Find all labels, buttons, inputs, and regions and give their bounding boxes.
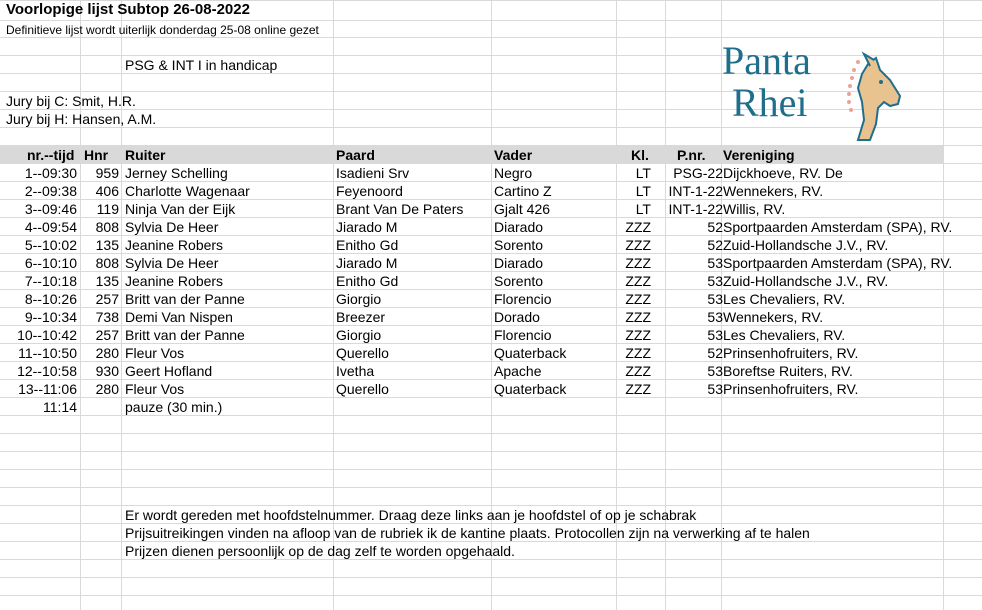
cell-nr-tijd[interactable]: 5--10:02 [24,237,77,253]
cell-ruiter[interactable]: Sylvia De Heer [125,219,219,235]
cell-klasse[interactable]: ZZZ [625,291,651,307]
cell-vereniging[interactable]: Les Chevaliers, RV. [723,327,846,343]
cell-vader[interactable]: Diarado [494,255,544,271]
cell-klasse[interactable]: LT [635,183,651,199]
column-header[interactable]: Vader [494,147,533,163]
panta-rhei-logo [718,32,904,146]
cell-paard[interactable]: Brant Van De Paters [336,201,464,217]
cell-paard[interactable]: Breezer [336,309,386,325]
cell-vader[interactable]: Apache [494,363,542,379]
cell-nr-tijd[interactable]: 8--10:26 [24,291,77,307]
sheet-title: Voorlopige lijst Subtop 26-08-2022 [6,1,250,18]
cell-klasse[interactable]: ZZZ [625,345,651,361]
cell-vader[interactable]: Dorado [494,309,540,325]
cell-vereniging[interactable]: Dijckhoeve, RV. De [723,165,843,181]
cell-nr-tijd[interactable]: 11--10:50 [18,345,77,361]
class-name: PSG & INT I in handicap [125,57,278,73]
cell-proef-nr[interactable]: 53 [707,255,723,271]
cell-proef-nr[interactable]: 52 [707,345,723,361]
cell-nr-tijd[interactable]: 10--10:42 [17,327,77,343]
cell-ruiter[interactable]: Britt van der Panne [125,327,245,343]
cell-vader[interactable]: Florencio [494,291,552,307]
cell-paard[interactable]: Jiarado M [336,255,398,271]
cell-vader[interactable]: Negro [494,165,533,181]
cell-proef-nr[interactable]: 52 [707,219,723,235]
cell-hnr[interactable]: 280 [95,345,119,361]
cell-vader[interactable]: Quaterback [494,381,567,397]
panta-rhei-logo-graphic [718,32,904,146]
cell-proef-nr[interactable]: 53 [707,273,723,289]
cell-proef-nr[interactable]: 52 [707,237,723,253]
cell-ruiter[interactable]: Ninja Van der Eijk [125,201,236,217]
jury-h: Jury bij H: Hansen, A.M. [6,111,157,127]
cell-nr-tijd[interactable]: 4--09:54 [24,219,77,235]
cell-paard[interactable]: Feyenoord [336,183,403,199]
column-header[interactable]: Hnr [84,147,109,163]
cell-vereniging[interactable]: Zuid-Hollandsche J.V., RV. [723,237,889,253]
cell-hnr[interactable]: 930 [95,363,119,379]
cell-klasse[interactable]: ZZZ [625,255,651,271]
cell-vereniging[interactable]: Willis, RV. [723,201,786,217]
column-header[interactable]: Vereniging [723,147,795,163]
cell-vader[interactable]: Diarado [494,219,544,235]
logo-line2: Rhei [732,80,808,125]
column-header[interactable]: nr.--tijd [27,147,75,163]
horse-eye-icon [879,80,883,84]
column-header[interactable]: Kl. [631,147,649,163]
cell-nr-tijd[interactable]: 9--10:34 [24,309,77,325]
cell-ruiter[interactable]: Geert Hofland [125,363,213,379]
cell-ruiter[interactable]: Charlotte Wagenaar [125,183,250,199]
cell-vereniging[interactable]: Sportpaarden Amsterdam (SPA), RV. [723,255,953,271]
cell-paard[interactable]: Ivetha [336,363,375,379]
cell-vader[interactable]: Florencio [494,327,552,343]
cell-vereniging[interactable]: Zuid-Hollandsche J.V., RV. [723,273,889,289]
cell-vereniging[interactable]: Wennekers, RV. [723,183,824,199]
cell-proef-nr[interactable]: 53 [707,291,723,307]
cell-ruiter[interactable]: Demi Van Nispen [125,309,233,325]
cell-vader[interactable]: Quaterback [494,345,567,361]
cell-vader[interactable]: Gjalt 426 [494,201,551,217]
cell-ruiter[interactable]: Jerney Schelling [125,165,228,181]
cell-hnr[interactable]: 119 [96,201,119,217]
cell-paard[interactable]: Giorgio [336,291,382,307]
cell-ruiter[interactable]: Fleur Vos [125,381,185,397]
cell-klasse[interactable]: LT [635,201,651,217]
cell-hnr[interactable]: 135 [95,273,119,289]
cell-klasse[interactable]: ZZZ [625,327,651,343]
cell-vader[interactable]: Cartino Z [494,183,552,199]
cell-hnr[interactable]: 257 [95,291,119,307]
pause-time[interactable]: 11:14 [43,399,77,415]
cell-vader[interactable]: Sorento [494,237,544,253]
cell-hnr[interactable]: 738 [95,309,119,325]
cell-proef-nr[interactable]: INT-1-22 [668,201,723,217]
cell-klasse[interactable]: ZZZ [625,273,651,289]
cell-nr-tijd[interactable]: 6--10:10 [24,255,77,271]
cell-hnr[interactable]: 406 [95,183,119,199]
pause-label[interactable]: pauze (30 min.) [125,399,223,415]
cell-klasse[interactable]: ZZZ [625,219,651,235]
cell-hnr[interactable]: 280 [95,381,119,397]
cell-proef-nr[interactable]: INT-1-22 [668,183,723,199]
cell-ruiter[interactable]: Britt van der Panne [125,291,245,307]
cell-paard[interactable]: Jiarado M [336,219,398,235]
horse-head-icon [858,58,900,140]
cell-nr-tijd[interactable]: 12--10:58 [17,363,77,379]
cell-hnr[interactable]: 959 [95,165,119,181]
cell-klasse[interactable]: ZZZ [625,237,651,253]
cell-vereniging[interactable]: Prinsenhofruiters, RV. [723,345,859,361]
cell-nr-tijd[interactable]: 13--11:06 [18,381,77,397]
note-line[interactable]: Er wordt gereden met hoofdstelnummer. Draag deze links aan je hoofdstel of op je schabrak [125,507,697,523]
cell-hnr[interactable]: 135 [95,237,119,253]
cell-klasse[interactable]: ZZZ [625,363,651,379]
cell-nr-tijd[interactable]: 3--09:46 [24,201,77,217]
cell-paard[interactable]: Isadieni Srv [336,165,410,181]
logo-line1: Panta [722,38,811,83]
cell-vader[interactable]: Sorento [494,273,544,289]
cell-vereniging[interactable]: Les Chevaliers, RV. [723,291,846,307]
cell-nr-tijd[interactable]: 2--09:38 [24,183,77,199]
cell-proef-nr[interactable]: 53 [707,363,723,379]
note-line[interactable]: Prijsuitreikingen vinden na afloop van de rubriek ik de kantine plaats. Protocollen zijn na verwerking af te halen [125,525,810,541]
cell-ruiter[interactable]: Sylvia De Heer [125,255,219,271]
cell-proef-nr[interactable]: PSG-22 [673,165,723,181]
cell-hnr[interactable]: 257 [95,327,119,343]
cell-klasse[interactable]: ZZZ [625,381,651,397]
cell-proef-nr[interactable]: 53 [707,327,723,343]
cell-vereniging[interactable]: Prinsenhofruiters, RV. [723,381,859,397]
cell-hnr[interactable]: 808 [95,219,119,235]
cell-paard[interactable]: Querello [336,345,389,361]
cell-ruiter[interactable]: Fleur Vos [125,345,185,361]
note-line[interactable]: Prijzen dienen persoonlijk op de dag zelf te worden opgehaald. [125,543,515,559]
cell-ruiter[interactable]: Jeanine Robers [125,237,224,253]
cell-vereniging[interactable]: Boreftse Ruiters, RV. [723,363,853,379]
cell-klasse[interactable]: LT [635,165,651,181]
column-header[interactable]: Ruiter [125,147,166,163]
cell-paard[interactable]: Enitho Gd [336,273,399,289]
column-header[interactable]: Paard [336,147,375,163]
cell-paard[interactable]: Giorgio [336,327,382,343]
cell-klasse[interactable]: ZZZ [625,309,651,325]
cell-proef-nr[interactable]: 53 [707,381,723,397]
cell-nr-tijd[interactable]: 7--10:18 [24,273,77,289]
jury-c: Jury bij C: Smit, H.R. [6,93,136,109]
cell-proef-nr[interactable]: 53 [707,309,723,325]
cell-paard[interactable]: Querello [336,381,389,397]
cell-ruiter[interactable]: Jeanine Robers [125,273,224,289]
cell-nr-tijd[interactable]: 1--09:30 [24,165,77,181]
cell-paard[interactable]: Enitho Gd [336,237,399,253]
cell-vereniging[interactable]: Sportpaarden Amsterdam (SPA), RV. [723,219,953,235]
cell-vereniging[interactable]: Wennekers, RV. [723,309,824,325]
cell-hnr[interactable]: 808 [95,255,119,271]
sheet-subtitle: Definitieve lijst wordt uiterlijk donderdag 25-08 online gezet [6,23,319,37]
column-header[interactable]: P.nr. [677,147,706,163]
